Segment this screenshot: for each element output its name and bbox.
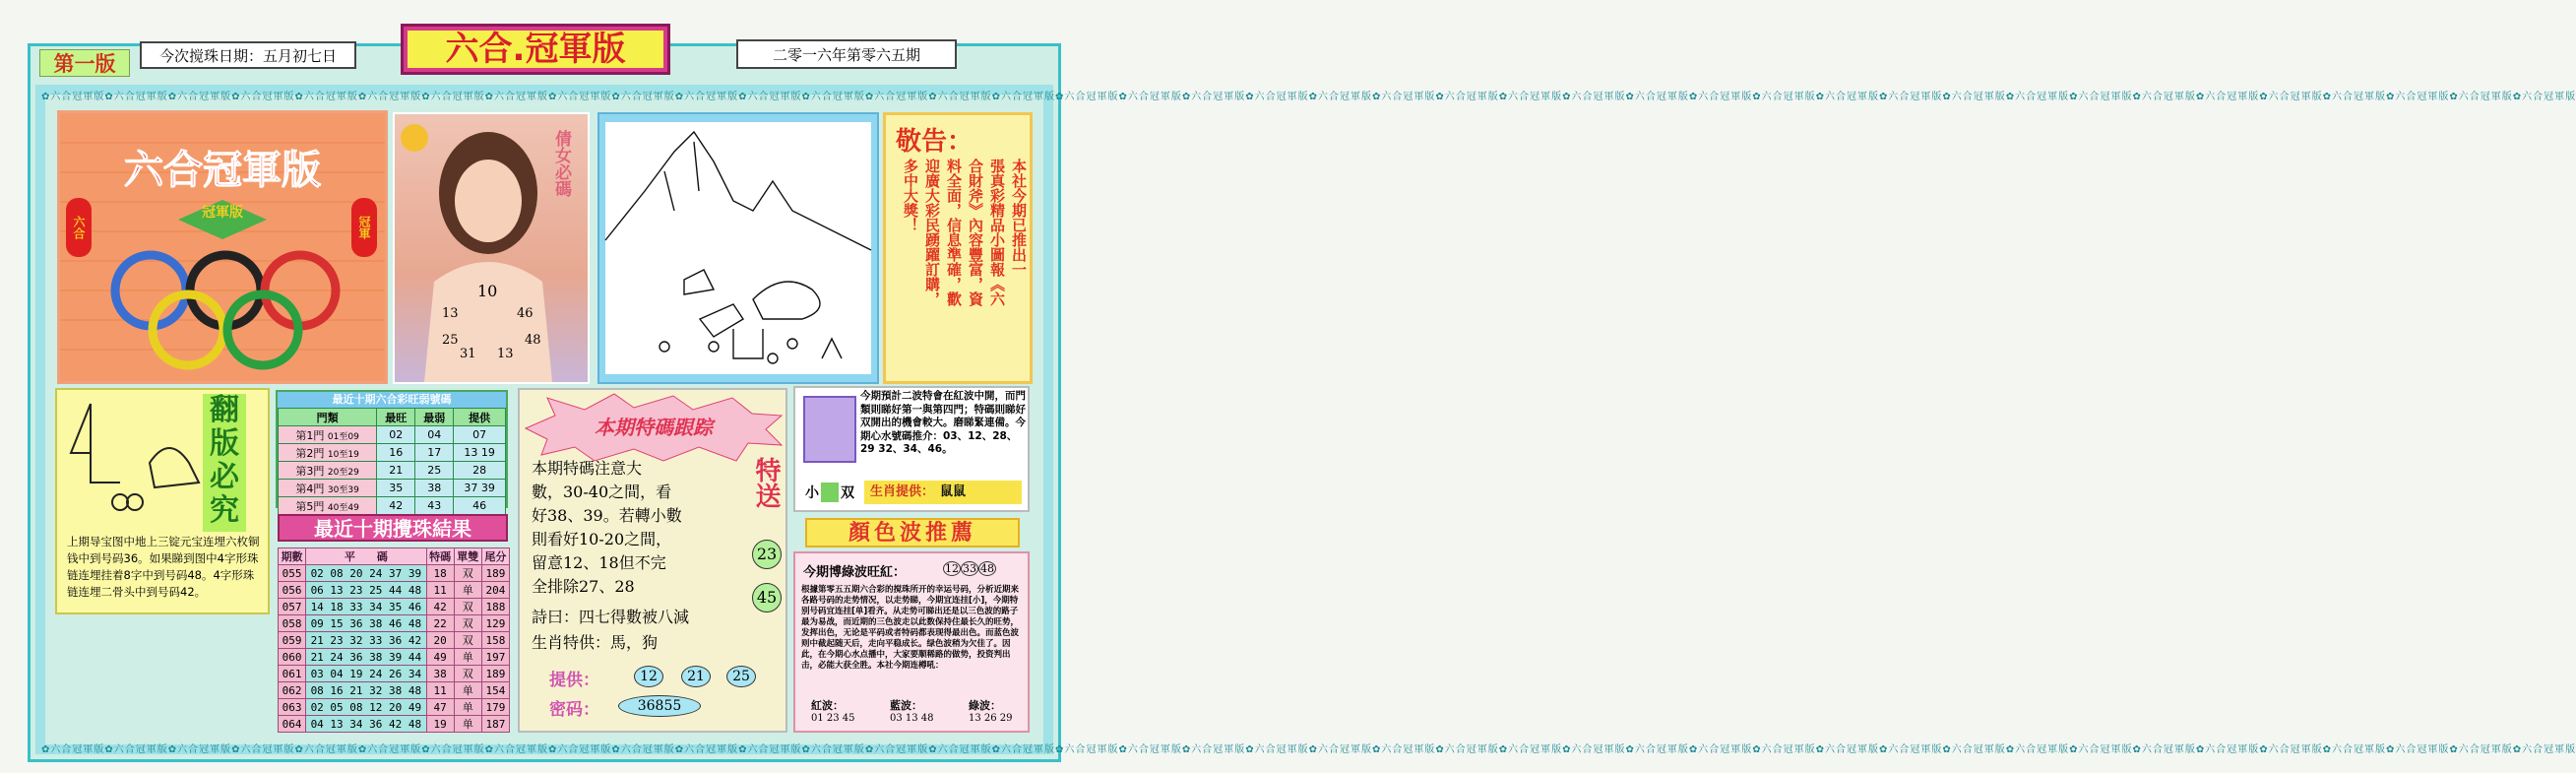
history-row (279, 716, 510, 733)
history-cell: 204 (481, 582, 509, 599)
drawing-panel (597, 112, 879, 384)
history-header: 特碼 (426, 548, 454, 565)
history-cell: 双 (454, 599, 481, 615)
history-cell: 双 (454, 666, 481, 682)
history-cell: 38 (426, 666, 454, 682)
history-table (278, 548, 510, 733)
notice-title: 敬告： (896, 127, 974, 157)
freq-cell: 35 (377, 480, 415, 497)
supply-number: 25 (726, 666, 756, 687)
history-row (279, 649, 510, 666)
color-body: 根據第零五五期六合彩的搅珠所开的幸运号码，分析近期来各路号码的走势情况，以走势睇，今期宜连挂[小]，今期特别号码宜连挂[单]看齐。从走势可睇出还是以三色波的路子最为易战，而近期的三色波走以此数保持住最长久的旺势，发挥出色，无论是平码或者特码都表现得最出色。而蓝色波则中截起随天后，走向平稳成长。绿色波稍为欠佳了。因此，在今期心水点播中，大家要顺稀路的做势，投资判出击，必能大获全胜。本社今期连樽吼： (801, 585, 1020, 671)
masthead-title: 六合.冠軍版 (408, 31, 663, 68)
history-cell: 158 (481, 632, 509, 649)
history-cell: 06 13 23 25 44 48 (306, 582, 426, 599)
color-title: 顏色波推薦 (805, 518, 1020, 548)
freq-cell: 第4門 30至39 (279, 480, 377, 497)
secret-code: 36855 (618, 695, 701, 717)
history-row (279, 599, 510, 615)
red-wave-numbers: 01 23 45 (811, 713, 855, 724)
history-row (279, 666, 510, 682)
special-zodiac: 生肖特供：馬，狗 (532, 633, 659, 652)
history-cell: 双 (454, 565, 481, 582)
freq-header: 最弱 (415, 409, 454, 426)
freq-cell: 25 (415, 462, 454, 480)
history-cell: 11 (426, 682, 454, 699)
history-cell: 057 (279, 599, 306, 615)
history-cell: 22 (426, 615, 454, 632)
freq-cell: 02 (377, 426, 415, 444)
freq-row (279, 480, 506, 497)
history-cell: 056 (279, 582, 306, 599)
blue-wave-label: 藍波： (890, 699, 922, 712)
freq-row (279, 444, 506, 462)
notice-panel (883, 112, 1033, 384)
green-wave-label: 綠波： (969, 699, 1001, 712)
history-cell: 189 (481, 666, 509, 682)
lantern-left: 六合 (66, 198, 92, 257)
predict-text: 今期預計二波特會在紅波中開，而門類則睇好第一與第四門；特碼則睇好双開出的機會較大。磨睇緊連備。今期心水號碼推介：03、12、28、29 32、34、46。 (860, 390, 1026, 455)
send-label: 特送 (751, 457, 781, 508)
flip-title: 翻 版 必 究 (210, 393, 239, 528)
history-row (279, 615, 510, 632)
double-tag (821, 483, 839, 502)
photo-number: 25 (442, 333, 459, 348)
history-cell: 064 (279, 716, 306, 733)
supply-label: 提供： (549, 671, 599, 690)
freq-cell: 07 (454, 426, 506, 444)
history-cell: 双 (454, 615, 481, 632)
lantern-right: 冠軍 (351, 198, 377, 257)
history-cell: 189 (481, 565, 509, 582)
special-title: 本期特碼跟踪 (595, 416, 713, 439)
photo-number: 46 (517, 306, 534, 321)
color-panel (793, 551, 1030, 733)
history-cell: 11 (426, 582, 454, 599)
freq-cell: 16 (377, 444, 415, 462)
special-text: 本期特碼注意大 數，30-40之間，看 好38、39。若轉小數 則看好10-20之間， 留意12、18但不完 全排除27、28 (532, 459, 682, 596)
double-label: 双 (841, 485, 854, 501)
freq-cell: 21 (377, 462, 415, 480)
history-cell: 154 (481, 682, 509, 699)
history-cell: 单 (454, 699, 481, 716)
freq-header: 提供 (454, 409, 506, 426)
border-pattern-bottom: ✿六合冠軍版✿六合冠軍版✿六合冠軍版✿六合冠軍版✿六合冠軍版✿六合冠軍版✿六合冠軍版✿六合冠軍版✿六合冠軍版✿六合冠軍版✿六合冠軍版✿六合冠軍版✿六合冠軍版✿六合冠軍版✿六合冠軍版✿六合冠軍版✿六合冠軍版✿六合冠軍版✿六合冠軍版✿六合冠軍版✿六合冠軍版✿六合冠軍版✿六合冠軍版✿六合冠軍版✿六合冠軍版✿六合冠軍版✿六合冠軍版✿六合冠軍版✿六合冠軍版✿六合冠軍版✿六合冠軍版✿六合冠軍版✿六合冠軍版✿六合冠軍版✿六合冠軍版✿六合冠軍版✿六合冠軍版✿六合冠軍版✿六合冠軍版✿六合冠軍版 (41, 744, 2576, 755)
red-wave-label: 紅波： (811, 699, 844, 712)
history-cell: 129 (481, 615, 509, 632)
send-number: 45 (752, 583, 782, 612)
history-cell: 055 (279, 565, 306, 582)
photo-panel (393, 112, 590, 384)
freq-cell: 13 19 (454, 444, 506, 462)
draw-date: 今次搅珠日期：五月初七日 (140, 41, 356, 69)
freq-row (279, 497, 506, 515)
predict-panel (793, 386, 1030, 512)
blue-wave-numbers: 03 13 48 (890, 713, 934, 724)
color-head-numbers: 12 33 48 (945, 562, 994, 575)
small-tag: 小 (803, 483, 821, 502)
history-cell: 双 (454, 632, 481, 649)
supply-number: 12 (634, 666, 663, 687)
freq-cell: 04 (415, 426, 454, 444)
history-cell: 14 18 33 34 35 46 (306, 599, 426, 615)
history-cell: 179 (481, 699, 509, 716)
history-row (279, 699, 510, 716)
history-cell: 04 13 34 36 42 48 (306, 716, 426, 733)
freq-cell: 第1門 01至09 (279, 426, 377, 444)
history-row (279, 632, 510, 649)
photo-number: 48 (525, 333, 541, 348)
banner-title: 六合冠軍版 (124, 148, 321, 193)
freq-cell: 42 (377, 497, 415, 515)
history-header: 單雙 (454, 548, 481, 565)
history-cell: 20 (426, 632, 454, 649)
freq-row (279, 462, 506, 480)
predict-emblem (803, 396, 856, 463)
code-label: 密码： (549, 700, 599, 720)
color-head: 今期博綠波旺紅： (803, 565, 907, 580)
history-cell: 单 (454, 582, 481, 599)
history-cell: 08 16 21 32 38 48 (306, 682, 426, 699)
frequency-panel (276, 390, 508, 513)
freq-cell: 28 (454, 462, 506, 480)
freq-header: 最旺 (377, 409, 415, 426)
history-cell: 03 04 19 24 26 34 (306, 666, 426, 682)
photo-number: 10 (477, 282, 498, 300)
photo-number: 13 (442, 306, 459, 321)
zodiac-supply: 生肖提供： 鼠鼠 (864, 481, 1022, 504)
photo-caption: 倩女必碼 (551, 130, 571, 197)
history-cell: 063 (279, 699, 306, 716)
history-cell: 09 15 36 38 46 48 (306, 615, 426, 632)
history-panel (278, 548, 510, 731)
history-row (279, 682, 510, 699)
freq-header: 門類 (279, 409, 377, 426)
notice-text: 本社今期已推出一 張真彩精品小圖報《六 合財斧》內容豐富，資 料全面，信息準確，歡 迎廣大彩民踴躍訂購， 多中大獎！ (902, 159, 1028, 306)
freq-cell: 37 39 (454, 480, 506, 497)
freq-cell: 17 (415, 444, 454, 462)
freq-cell: 38 (415, 480, 454, 497)
special-panel (518, 388, 787, 733)
photo-number: 31 (460, 347, 476, 361)
history-cell: 42 (426, 599, 454, 615)
banner-subtitle: 冠軍版 (202, 205, 243, 221)
flip-panel (55, 388, 270, 614)
history-row (279, 582, 510, 599)
history-cell: 188 (481, 599, 509, 615)
history-cell: 02 08 20 24 37 39 (306, 565, 426, 582)
title-frame (401, 24, 670, 75)
edition-label: 第一版 (39, 49, 130, 77)
history-cell: 21 23 32 33 36 42 (306, 632, 426, 649)
border-pattern-top: ✿六合冠軍版✿六合冠軍版✿六合冠軍版✿六合冠軍版✿六合冠軍版✿六合冠軍版✿六合冠軍版✿六合冠軍版✿六合冠軍版✿六合冠軍版✿六合冠軍版✿六合冠軍版✿六合冠軍版✿六合冠軍版✿六合冠軍版✿六合冠軍版✿六合冠軍版✿六合冠軍版✿六合冠軍版✿六合冠軍版✿六合冠軍版✿六合冠軍版✿六合冠軍版✿六合冠軍版✿六合冠軍版✿六合冠軍版✿六合冠軍版✿六合冠軍版✿六合冠軍版✿六合冠軍版✿六合冠軍版✿六合冠軍版✿六合冠軍版✿六合冠軍版✿六合冠軍版✿六合冠軍版✿六合冠軍版✿六合冠軍版✿六合冠軍版✿六合冠軍版 (41, 92, 2576, 102)
history-cell: 21 24 36 38 39 44 (306, 649, 426, 666)
history-header: 尾分 (481, 548, 509, 565)
supply-number: 21 (681, 666, 711, 687)
history-cell: 058 (279, 615, 306, 632)
issue-number: 二零一六年第零六五期 (736, 39, 957, 69)
history-header: 期數 (279, 548, 306, 565)
riddle-sketch (61, 394, 209, 522)
freq-cell: 46 (454, 497, 506, 515)
history-cell: 49 (426, 649, 454, 666)
green-wave-numbers: 13 26 29 (969, 713, 1013, 724)
history-cell: 061 (279, 666, 306, 682)
freq-cell: 第2門 10至19 (279, 444, 377, 462)
flip-text: 上期导宝图中地上三锭元宝连埋六枚铜钱中到号码36。如果睇到图中4字形珠链连埋挂着8字中到号码48。4字形珠链连埋二骨头中到号码42。 (67, 535, 260, 599)
history-cell: 单 (454, 682, 481, 699)
freq-cell: 第3門 20至29 (279, 462, 377, 480)
history-title: 最近十期攪珠結果 (278, 514, 508, 542)
history-cell: 059 (279, 632, 306, 649)
frequency-table (278, 408, 506, 515)
history-cell: 19 (426, 716, 454, 733)
freq-row (279, 426, 506, 444)
history-cell: 02 05 08 12 20 49 (306, 699, 426, 716)
history-cell: 单 (454, 649, 481, 666)
send-number: 23 (752, 540, 782, 569)
riddle-drawing (605, 122, 871, 374)
history-cell: 062 (279, 682, 306, 699)
special-poem: 詩曰：四七得數被八減 (532, 608, 690, 626)
history-header: 平 碼 (306, 548, 426, 565)
history-row (279, 565, 510, 582)
history-cell: 47 (426, 699, 454, 716)
frequency-title: 最近十期六合彩旺弱號碼 (278, 392, 506, 408)
photo-number: 13 (497, 347, 514, 361)
history-cell: 18 (426, 565, 454, 582)
freq-cell: 43 (415, 497, 454, 515)
history-cell: 060 (279, 649, 306, 666)
history-cell: 187 (481, 716, 509, 733)
history-cell: 197 (481, 649, 509, 666)
freq-cell: 第5門 40至49 (279, 497, 377, 515)
history-cell: 单 (454, 716, 481, 733)
banner-panel (57, 110, 388, 384)
